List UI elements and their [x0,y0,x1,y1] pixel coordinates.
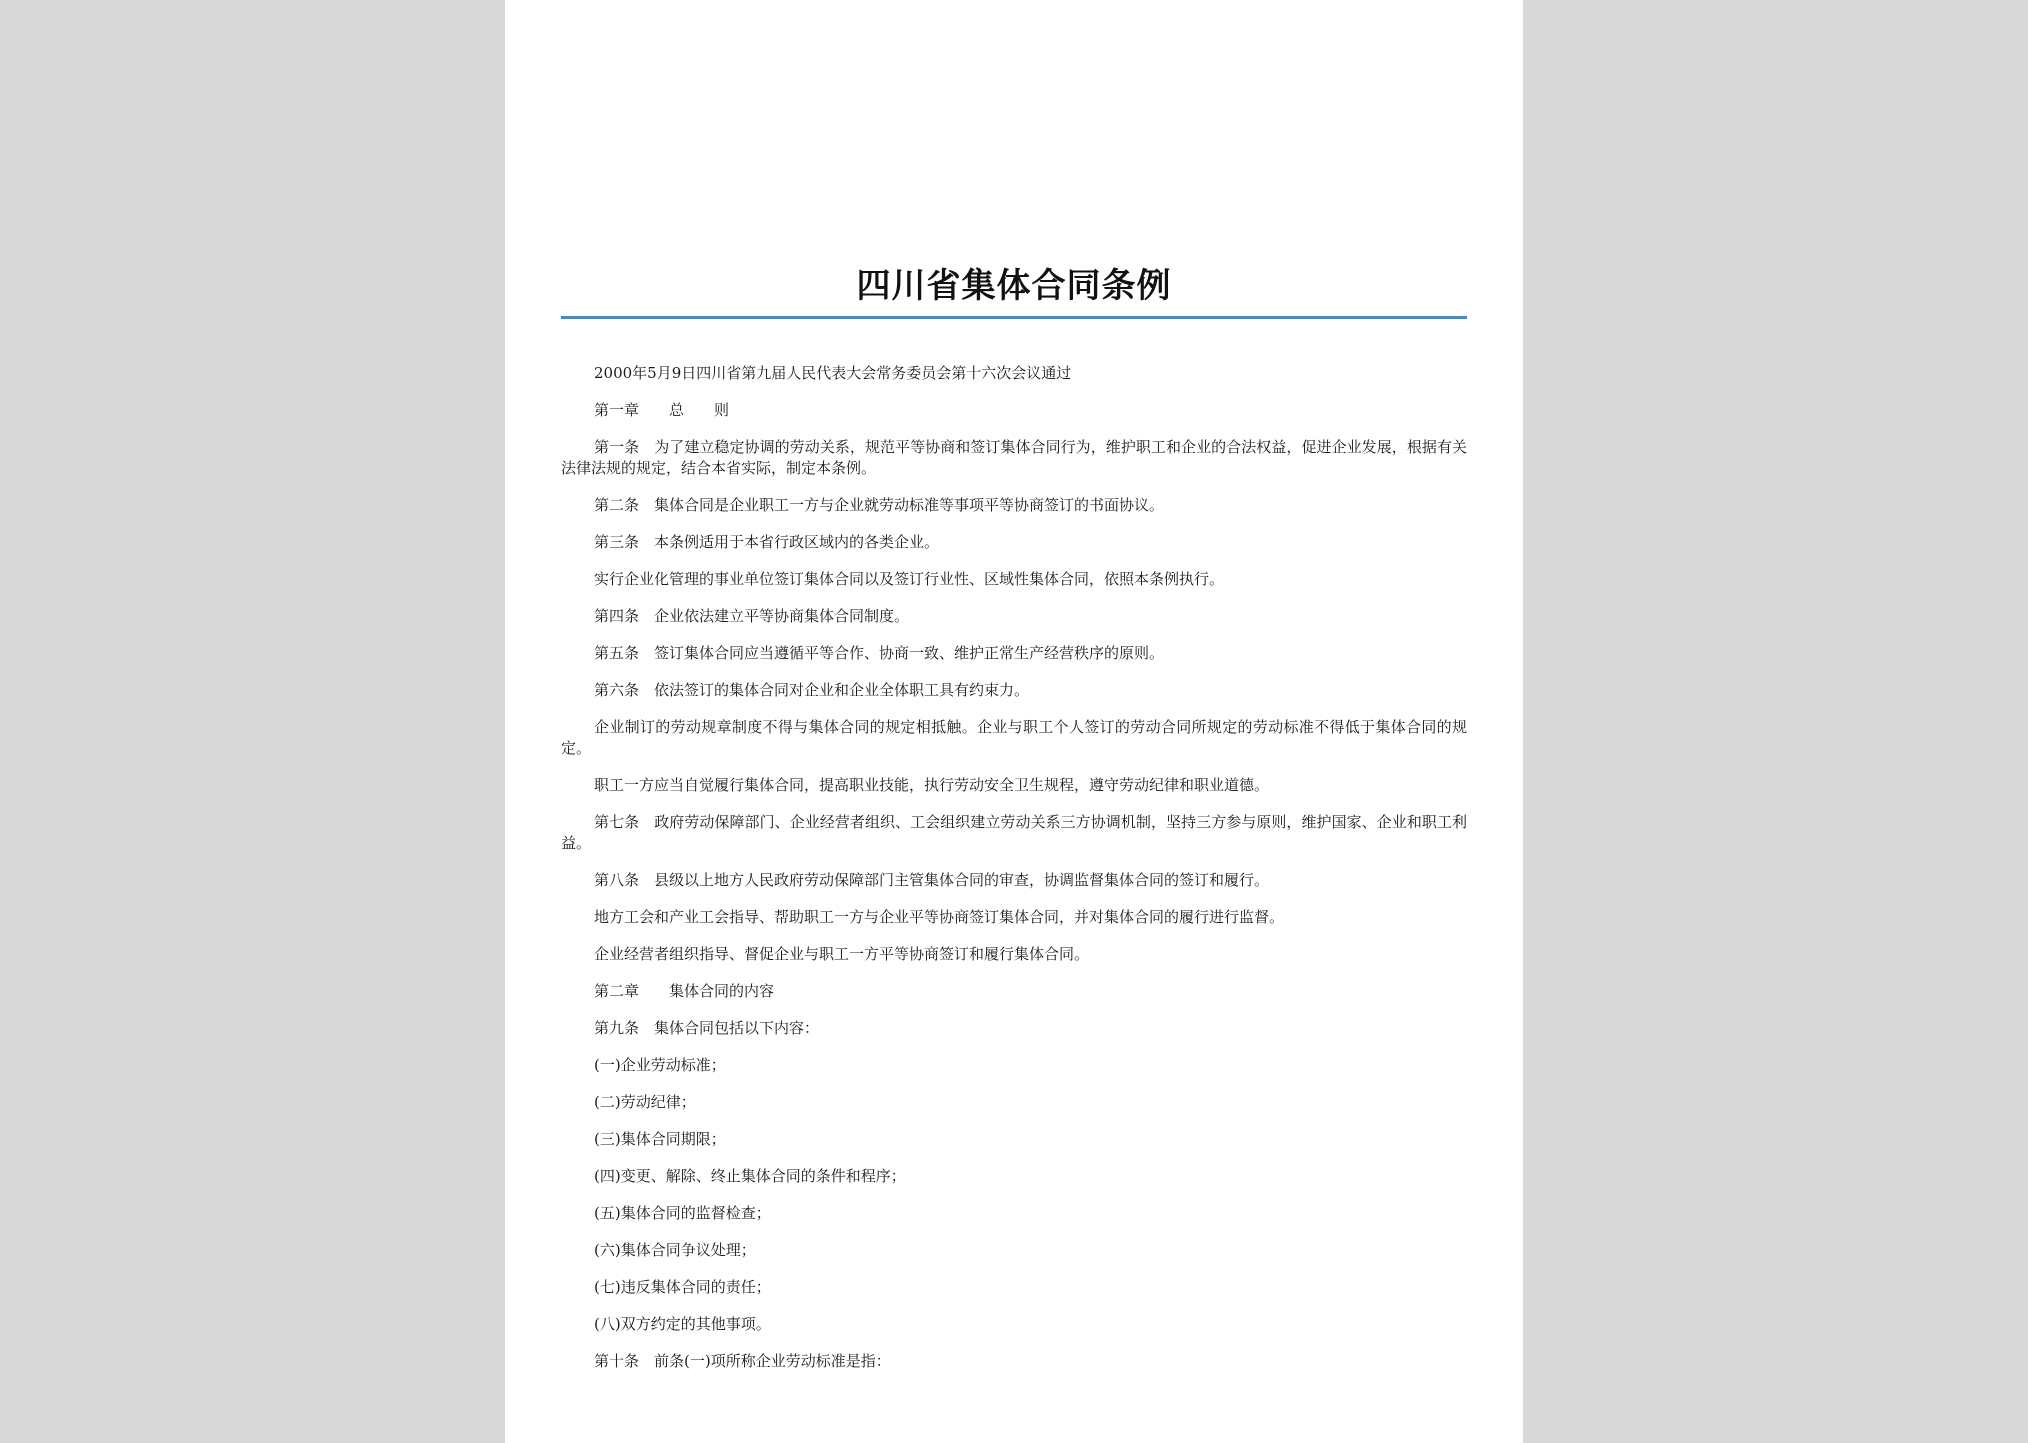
list-item: (五)集体合同的监督检查； [594,1204,771,1222]
paragraph: 第九条 集体合同包括以下内容： [594,1019,820,1037]
paragraph: 第七条 政府劳动保障部门、企业经营者组织、工会组织建立劳动关系三方协调机制，坚持三方参与原则，维护国家、企业和职工利益。 [561,813,1467,852]
paragraph: 第六条 依法签订的集体合同对企业和企业全体职工具有约束力。 [594,681,1030,699]
title-divider [561,316,1467,319]
paragraph: 第十条 前条(一)项所称企业劳动标准是指： [594,1352,891,1370]
paragraph: 企业制订的劳动规章制度不得与集体合同的规定相抵触。企业与职工个人签订的劳动合同所规定的劳动标准不得低于集体合同的规定。 [561,718,1467,757]
list-item: (八)双方约定的其他事项。 [594,1315,771,1333]
paragraph: 企业经营者组织指导、督促企业与职工一方平等协商签订和履行集体合同。 [594,945,1090,963]
list-item: (四)变更、解除、终止集体合同的条件和程序； [594,1167,906,1185]
document-title: 四川省集体合同条例 [856,266,1172,306]
paragraph: 第二条 集体合同是企业职工一方与企业就劳动标准等事项平等协商签订的书面协议。 [594,496,1165,514]
paragraph: 第一条 为了建立稳定协调的劳动关系，规范平等协商和签订集体合同行为，维护职工和企业的合法权益，促进企业发展，根据有关法律法规的规定，结合本省实际，制定本条例。 [561,438,1467,477]
paragraph: 地方工会和产业工会指导、帮助职工一方与企业平等协商签订集体合同，并对集体合同的履行进行监督。 [594,908,1285,926]
paragraph: 实行企业化管理的事业单位签订集体合同以及签订行业性、区域性集体合同，依照本条例执行。 [594,570,1225,588]
paragraph: 第五条 签订集体合同应当遵循平等合作、协商一致、维护正常生产经营秩序的原则。 [594,644,1165,662]
paragraph: 2000年5月9日四川省第九届人民代表大会常务委员会第十六次会议通过 [594,364,1072,382]
paragraph: 第四条 企业依法建立平等协商集体合同制度。 [594,607,910,625]
chapter-heading: 第二章 集体合同的内容 [594,982,775,1000]
list-item: (三)集体合同期限； [594,1130,726,1148]
list-item: (二)劳动纪律； [594,1093,696,1111]
paragraph: 第三条 本条例适用于本省行政区域内的各类企业。 [594,533,940,551]
document-body [561,363,1467,1388]
chapter-heading: 第一章 总 则 [594,401,730,419]
paragraph: 第八条 县级以上地方人民政府劳动保障部门主管集体合同的审查，协调监督集体合同的签订和履行。 [594,871,1270,889]
list-item: (一)企业劳动标准； [594,1056,726,1074]
document-page [505,0,1523,1443]
paragraph: 职工一方应当自觉履行集体合同，提高职业技能，执行劳动安全卫生规程，遵守劳动纪律和职业道德。 [594,776,1270,794]
list-item: (六)集体合同争议处理； [594,1241,756,1259]
list-item: (七)违反集体合同的责任； [594,1278,771,1296]
